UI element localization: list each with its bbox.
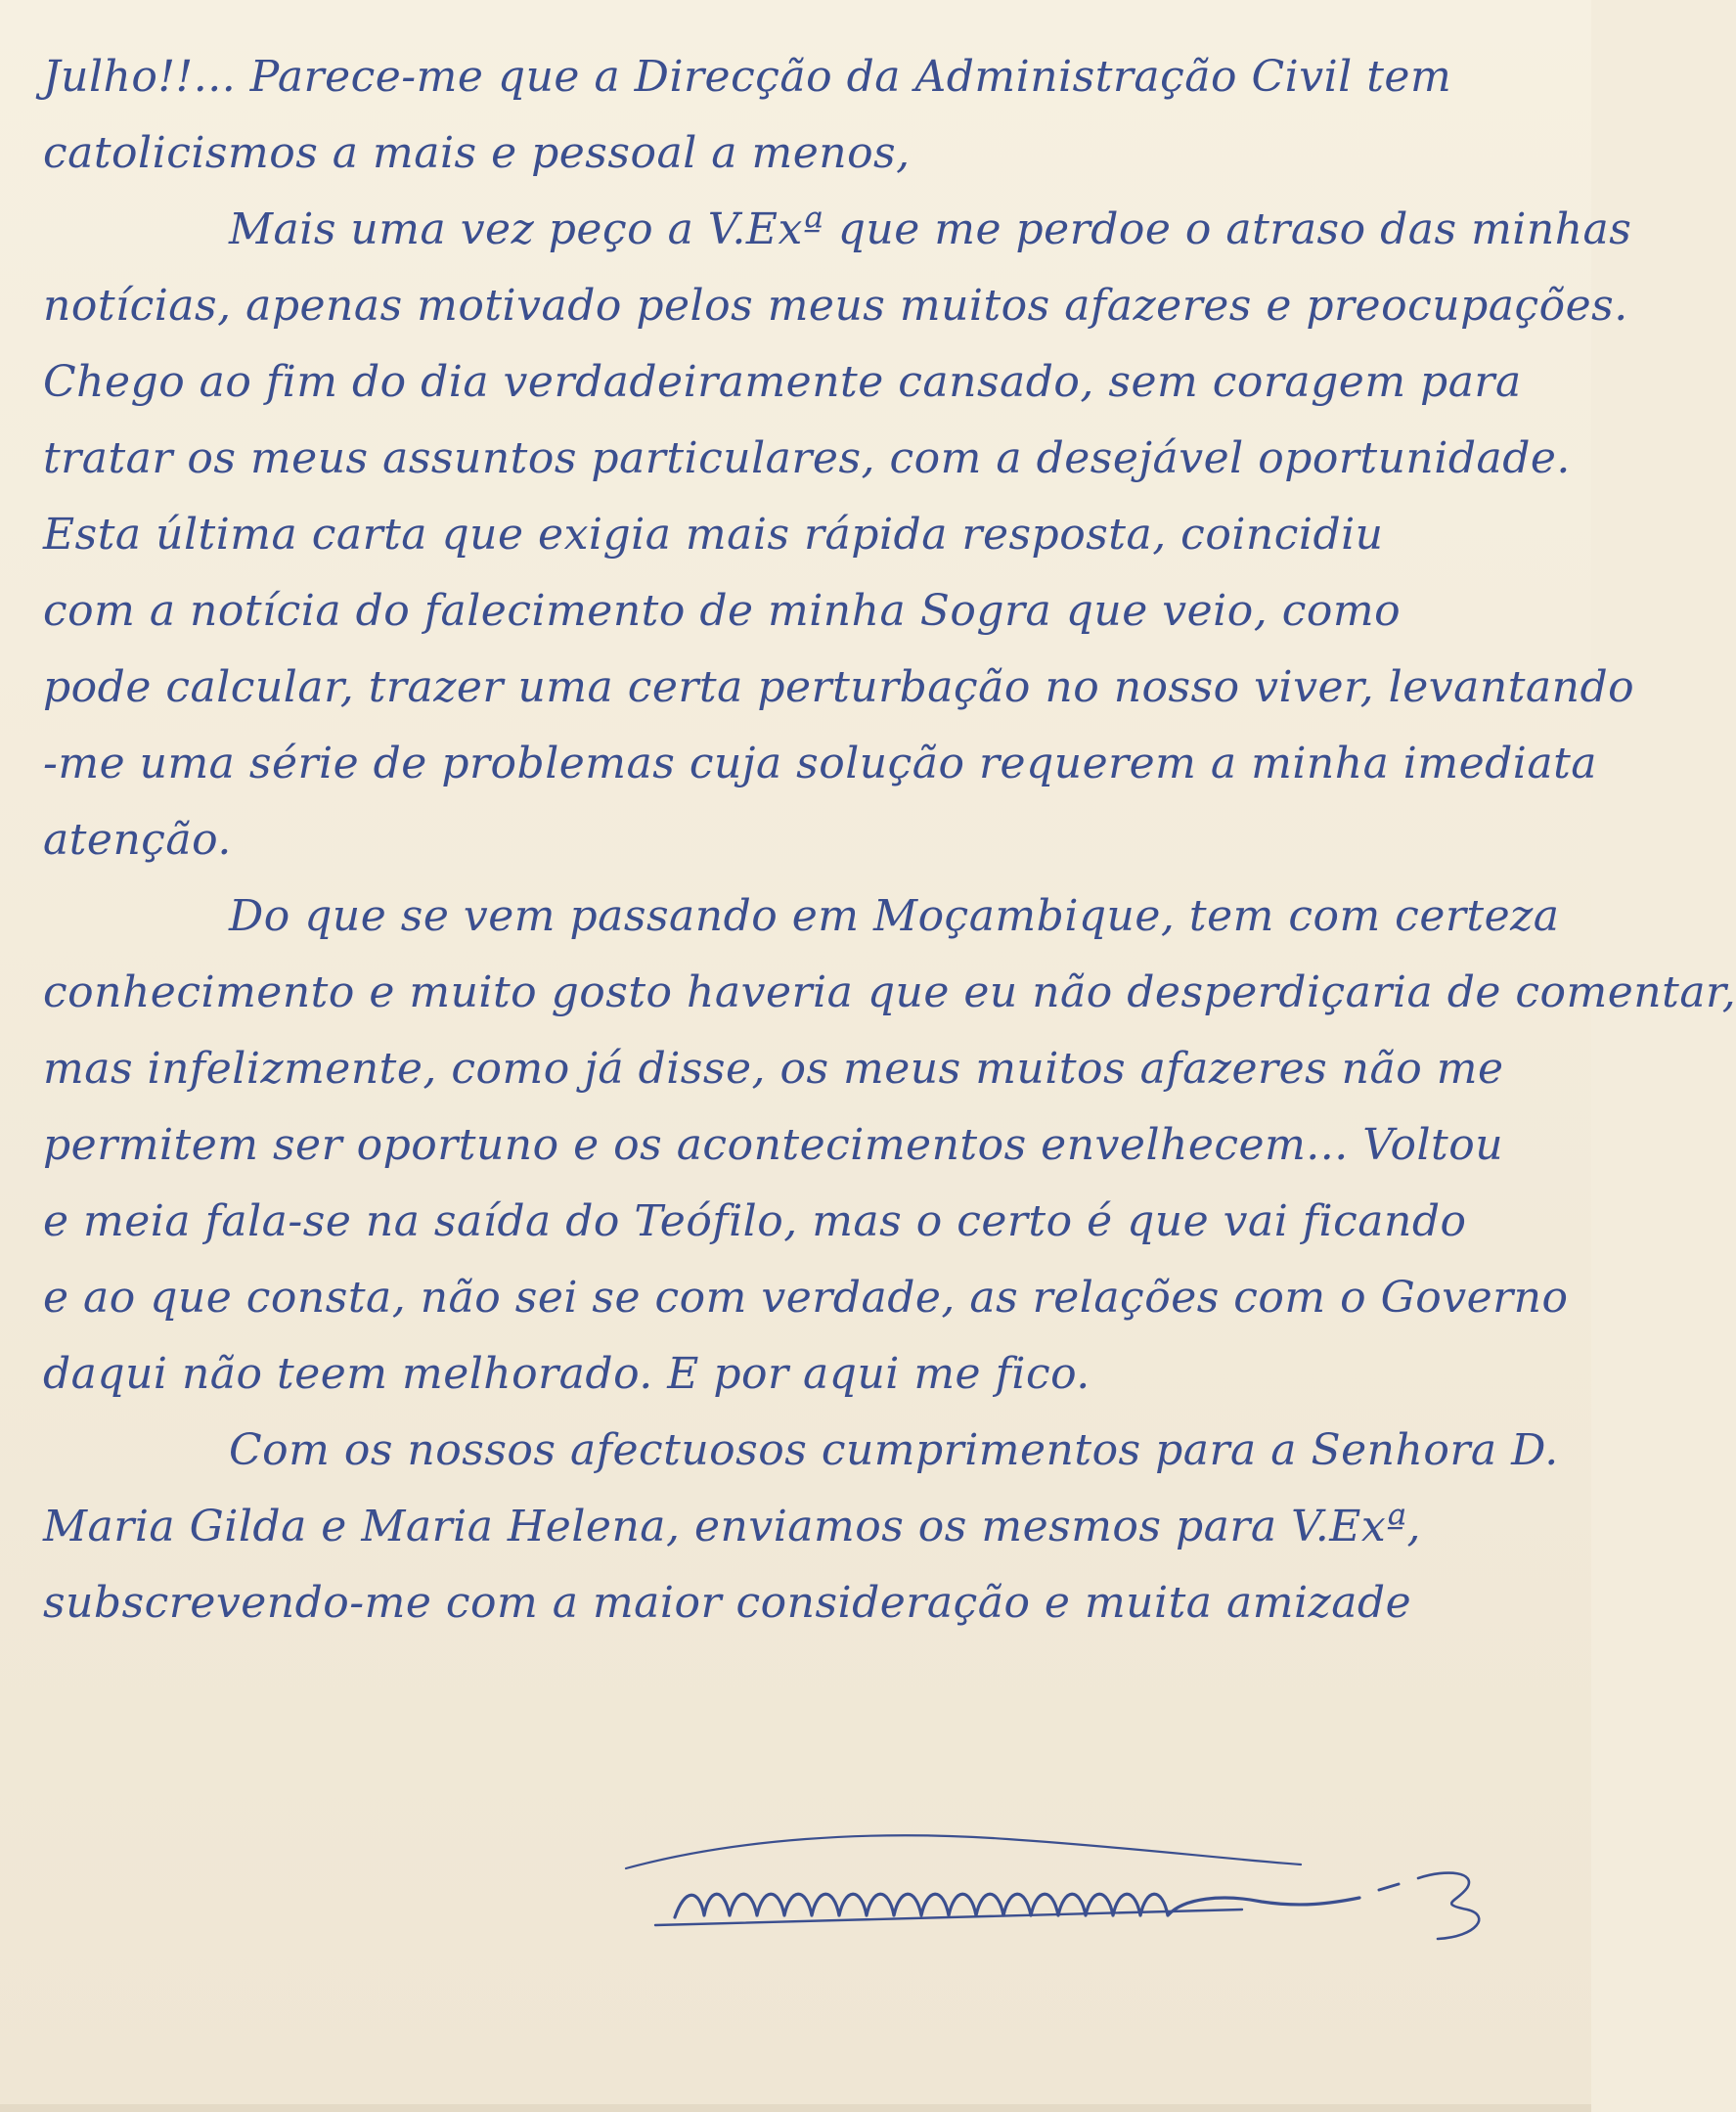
page-edge (0, 2104, 1591, 2112)
letter-line: Mais uma vez peço a V.Exª que me perdoe o atraso das minhas (229, 204, 1632, 254)
letter-line: atenção. (43, 815, 232, 865)
letter-line: Maria Gilda e Maria Helena, enviamos os mesmos para V.Exª, (43, 1502, 1422, 1551)
letter-line: Esta última carta que exigia mais rápida resposta, coincidiu (43, 510, 1384, 560)
letter-line: subscrevendo-me com a maior consideração e muita amizade (43, 1578, 1412, 1628)
letter-line: Julho!!... Parece-me que a Direcção da Administração Civil tem (43, 52, 1452, 102)
letter-line: catolicismos a mais e pessoal a menos, (43, 128, 911, 178)
letter-line: com a notícia do falecimento de minha Sogra que veio, como (43, 586, 1402, 636)
letter-line: Do que se vem passando em Moçambique, tem com certeza (229, 891, 1560, 941)
letter-line: -me uma série de problemas cuja solução requerem a minha imediata (43, 739, 1598, 788)
handwritten-signature (616, 1800, 1536, 1966)
letter-line: permitem ser oportuno e os acontecimentos envelhecem... Voltou (43, 1120, 1504, 1170)
letter-line: notícias, apenas motivado pelos meus muitos afazeres e preocupações. (43, 281, 1628, 331)
letter-line: conhecimento e muito gosto haveria que eu não desperdiçaria de comentar, (43, 967, 1736, 1017)
letter-line: mas infelizmente, como já disse, os meus muitos afazeres não me (43, 1044, 1504, 1094)
letter-line: e meia fala-se na saída do Teófilo, mas o certo é que vai ficando (43, 1196, 1467, 1246)
letter-line: e ao que consta, não sei se com verdade, as relações com o Governo (43, 1273, 1569, 1323)
letter-line: Chego ao fim do dia verdadeiramente cansado, sem coragem para (43, 357, 1522, 407)
letter-line: tratar os meus assuntos particulares, com a desejável oportunidade. (43, 433, 1571, 483)
letter-line: daqui não teem melhorado. E por aqui me fico. (43, 1349, 1091, 1399)
letter-line: pode calcular, trazer uma certa perturbação no nosso viver, levantando (43, 662, 1635, 712)
letter-body (43, 39, 1736, 1641)
letter-line: Com os nossos afectuosos cumprimentos para a Senhora D. (229, 1425, 1559, 1475)
